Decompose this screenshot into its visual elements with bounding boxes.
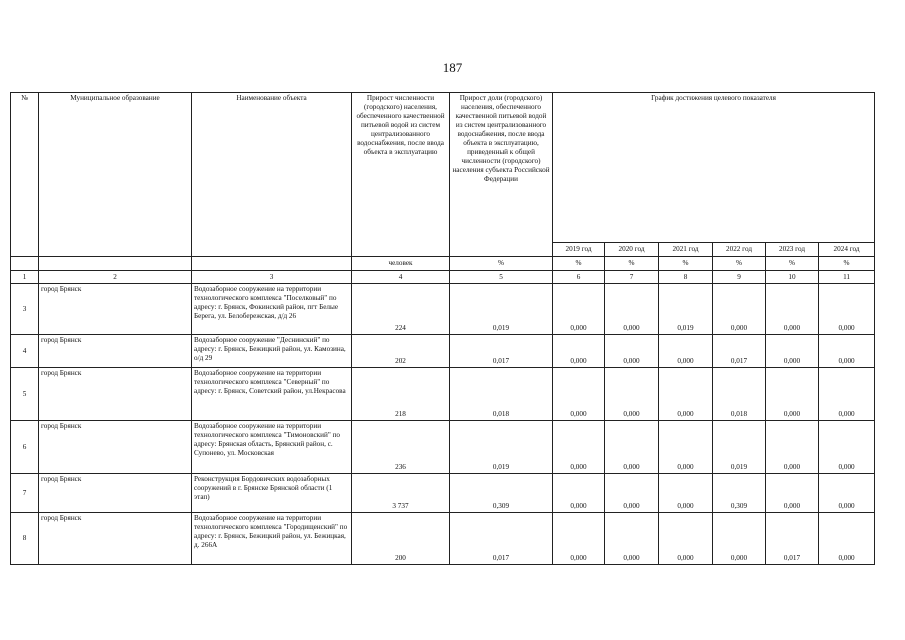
year-value: 0,017: [766, 513, 819, 565]
header-schedule: График достижения целевого показателя: [553, 93, 875, 243]
object-cell: Водозаборное сооружение на территории технологического комплекса "Поселковый" по адресу: г. Брянск, Фокинский район, пгт Белые Берега, ул. Белобережская, д/д 26: [192, 284, 352, 335]
table-row: [11, 284, 875, 335]
year-value: 0,000: [766, 284, 819, 335]
share-cell: 0,019: [450, 421, 553, 474]
year-value: 0,309: [713, 474, 766, 513]
year-value: 0,000: [819, 513, 875, 565]
object-cell: Водозаборное сооружение "Деснинский" по адресу: г. Брянск, Бежицкий район, ул. Камозина, о/д 29: [192, 335, 352, 368]
year-value: 0,000: [605, 474, 659, 513]
share-cell: 0,018: [450, 368, 553, 421]
year-value: 0,000: [766, 368, 819, 421]
column-number: 5: [450, 271, 553, 284]
year-value: 0,019: [713, 421, 766, 474]
year-value: 0,000: [605, 421, 659, 474]
municipality-cell: город Брянск: [39, 474, 192, 513]
share-cell: 0,309: [450, 474, 553, 513]
table-row: [11, 335, 875, 368]
share-cell: 0,017: [450, 335, 553, 368]
year-value: 0,000: [605, 368, 659, 421]
year-value: 0,000: [766, 421, 819, 474]
header-year: 2022 год: [713, 243, 766, 257]
unit-percent: %: [713, 257, 766, 271]
table-row: [11, 513, 875, 565]
people-cell: 200: [352, 513, 450, 565]
table-row: [11, 368, 875, 421]
year-value: 0,000: [553, 284, 605, 335]
object-cell: Реконструкция Бордовичских водозаборных сооружений в г. Брянске Брянской области (1 этап): [192, 474, 352, 513]
year-value: 0,000: [819, 335, 875, 368]
row-number: 4: [11, 335, 39, 368]
year-value: 0,000: [659, 513, 713, 565]
column-number: 1: [11, 271, 39, 284]
share-cell: 0,019: [450, 284, 553, 335]
column-number: 3: [192, 271, 352, 284]
year-value: 0,017: [713, 335, 766, 368]
year-value: 0,018: [713, 368, 766, 421]
column-number: 11: [819, 271, 875, 284]
unit-people: человек: [352, 257, 450, 271]
municipality-cell: город Брянск: [39, 513, 192, 565]
unit-percent: %: [553, 257, 605, 271]
row-number: 3: [11, 284, 39, 335]
header-year: 2020 год: [605, 243, 659, 257]
year-value: 0,000: [659, 335, 713, 368]
unit-percent: %: [766, 257, 819, 271]
people-cell: 3 737: [352, 474, 450, 513]
year-value: 0,000: [605, 513, 659, 565]
year-value: 0,000: [553, 335, 605, 368]
year-value: 0,000: [605, 335, 659, 368]
column-number: 4: [352, 271, 450, 284]
column-number: 6: [553, 271, 605, 284]
year-value: 0,000: [659, 474, 713, 513]
people-cell: 218: [352, 368, 450, 421]
year-value: 0,000: [605, 284, 659, 335]
year-value: 0,000: [766, 474, 819, 513]
header-no: №: [11, 93, 39, 257]
people-cell: 202: [352, 335, 450, 368]
row-number: 8: [11, 513, 39, 565]
year-value: 0,000: [819, 474, 875, 513]
year-value: 0,000: [553, 513, 605, 565]
table-row: [11, 474, 875, 513]
year-value: 0,000: [553, 421, 605, 474]
unit-percent: %: [659, 257, 713, 271]
unit-percent: %: [605, 257, 659, 271]
column-number: 7: [605, 271, 659, 284]
row-number: 6: [11, 421, 39, 474]
municipality-cell: город Брянск: [39, 421, 192, 474]
year-value: 0,000: [819, 368, 875, 421]
unit-percent: %: [450, 257, 553, 271]
people-cell: 224: [352, 284, 450, 335]
year-value: 0,000: [766, 335, 819, 368]
object-cell: Водозаборное сооружение на территории технологического комплекса "Городищенский" по адресу: г. Брянск, Бежицкий район, ул. Бежицкая, д. 266А: [192, 513, 352, 565]
people-cell: 236: [352, 421, 450, 474]
page-number: 187: [442, 60, 463, 75]
year-value: 0,000: [713, 284, 766, 335]
column-number: 2: [39, 271, 192, 284]
column-number: 10: [766, 271, 819, 284]
row-number: 5: [11, 368, 39, 421]
share-cell: 0,017: [450, 513, 553, 565]
municipality-cell: город Брянск: [39, 284, 192, 335]
header-year: 2021 год: [659, 243, 713, 257]
year-value: 0,000: [819, 284, 875, 335]
year-value: 0,000: [659, 368, 713, 421]
unit-percent: %: [819, 257, 875, 271]
year-value: 0,000: [553, 474, 605, 513]
column-number: 8: [659, 271, 713, 284]
year-value: 0,000: [819, 421, 875, 474]
header-year: 2024 год: [819, 243, 875, 257]
municipality-cell: город Брянск: [39, 368, 192, 421]
object-cell: Водозаборное сооружение на территории технологического комплекса "Северный" по адресу: г. Брянск, Советский район, ул.Некрасова: [192, 368, 352, 421]
header-object: Наименование объекта: [192, 93, 352, 257]
header-population-growth: Прирост численности (городского) населения, обеспеченного качественной питьевой водой из систем централизованного водоснабжения, после ввода объекта в эксплуатацию: [352, 93, 450, 257]
header-year: 2023 год: [766, 243, 819, 257]
header-year: 2019 год: [553, 243, 605, 257]
municipality-cell: город Брянск: [39, 335, 192, 368]
year-value: 0,000: [659, 421, 713, 474]
year-value: 0,019: [659, 284, 713, 335]
object-cell: Водозаборное сооружение на территории технологического комплекса "Тимоновский" по адресу: Брянская область, Брянский район, с. Супонево, ул. Московская: [192, 421, 352, 474]
table-row: [11, 421, 875, 474]
target-indicator-table: [10, 92, 875, 565]
header-municipality: Муниципальное образование: [39, 93, 192, 257]
year-value: 0,000: [553, 368, 605, 421]
header-share-growth: Прирост доли (городского) населения, обеспеченного качественной питьевой водой из систем централизованного водоснабжения, после ввода объекта в эксплуатацию, приведенный к общей численности (городского) населения субъекта Российской Федерации: [450, 93, 553, 257]
year-value: 0,000: [713, 513, 766, 565]
row-number: 7: [11, 474, 39, 513]
column-number: 9: [713, 271, 766, 284]
